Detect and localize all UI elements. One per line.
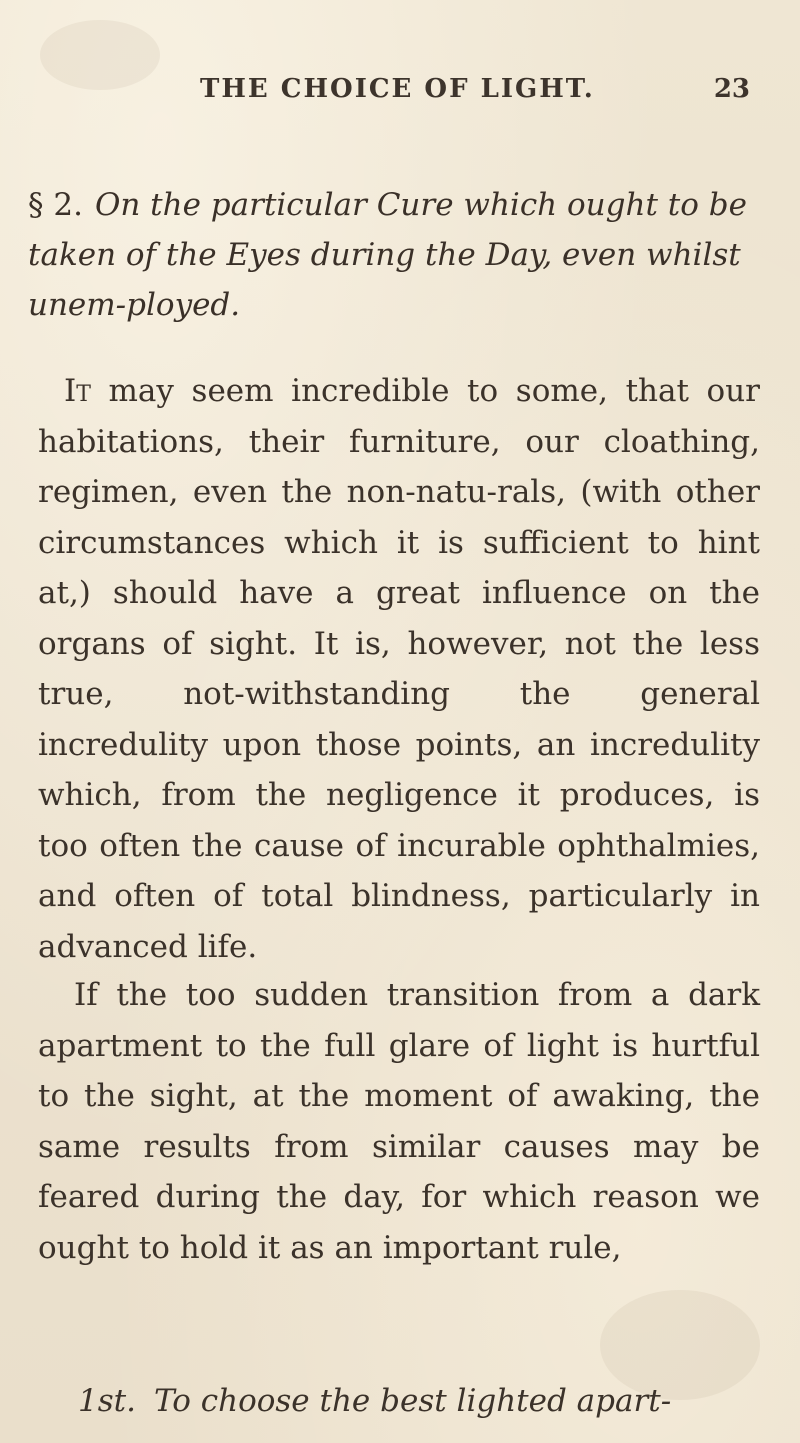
rule-ordinal: 1st.	[78, 1383, 136, 1419]
rule-text: To choose the best lighted apart-	[153, 1383, 672, 1419]
paragraph-lead-word: It	[64, 373, 91, 409]
rule-line	[78, 1376, 718, 1426]
section-number: § 2.	[28, 187, 83, 223]
paragraph	[38, 970, 760, 1273]
paragraph	[38, 366, 760, 972]
paragraph-text: may seem incredible to some, that our habitations, their furniture, our cloathing, regimen, even the non-natu-rals, (with other circumstances which it is sufficient to hint at,) should have a great influence on the organs of sight. It is, however, not the less true, not-withstanding the general incredulity upon those points, an incredulity which, from the negligence it produces, is too often the cause of incurable ophthalmies, and often of total blindness, particularly in advanced life.	[38, 373, 760, 965]
page-header	[190, 74, 750, 114]
page-number: 23	[713, 74, 750, 104]
paragraph-text: If the too sudden transition from a dark apartment to the full glare of light is hurtful to the sight, at the moment of awaking, the same results from similar causes may be feared during the day, for which reason we ought to hold it as an important rule,	[38, 977, 760, 1266]
running-title: THE CHOICE OF LIGHT.	[200, 74, 595, 104]
section-heading	[28, 180, 768, 330]
paper-stain	[40, 20, 160, 90]
section-title: On the particular Cure which ought to be taken of the Eyes during the Day, even whilst unem-ployed.	[28, 187, 747, 323]
